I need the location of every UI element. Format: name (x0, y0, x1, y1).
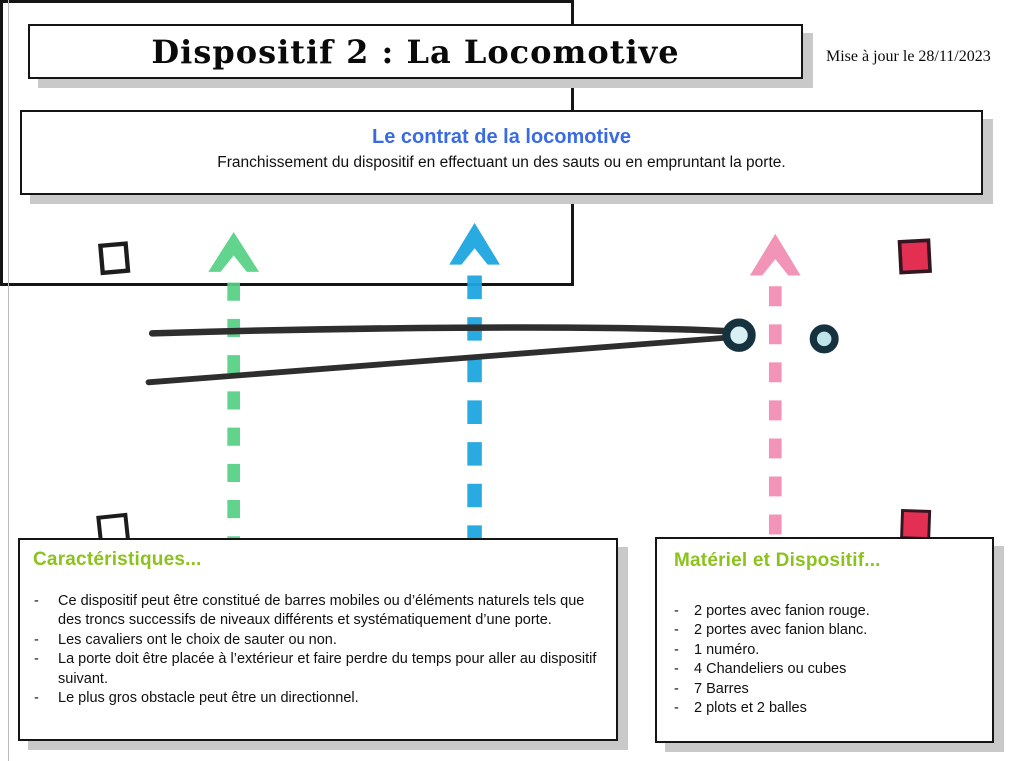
list-item-text: La porte doit être placée à l’extérieur et faire perdre du temps pour aller au dispositif suivant. (58, 651, 597, 687)
list-item (657, 621, 992, 640)
red-gate-bottom-icon (902, 510, 930, 538)
plot-dot-left-icon (726, 323, 751, 348)
list-item-text: 7 Barres (694, 680, 749, 697)
bullet-dash: - (674, 622, 679, 639)
plot-dot-right-icon (813, 328, 835, 350)
materiel-box (655, 537, 994, 743)
caracteristiques-list (20, 592, 616, 708)
updated-date: Mise à jour le 28/11/2023 (826, 48, 991, 65)
bullet-dash: - (674, 700, 679, 717)
green-direction-arrow-icon (208, 232, 259, 544)
list-item-text: 4 Chandeliers ou cubes (694, 661, 847, 678)
list-item-text: Ce dispositif peut être constitué de barres mobiles ou d’éléments naturels tels que des troncs successifs de niveaux différents et systématiquement d’une porte. (58, 593, 585, 629)
bullet-dash: - (34, 593, 39, 609)
materiel-heading: Matériel et Dispositif... (674, 550, 881, 571)
blue-direction-arrow-icon (449, 223, 500, 556)
list-item-text: Les cavaliers ont le choix de sauter ou non. (58, 631, 337, 648)
list-item-text: 2 portes avec fanion rouge. (694, 603, 870, 619)
bullet-dash: - (674, 680, 679, 697)
red-gate-top-icon (900, 240, 931, 272)
list-item (657, 660, 992, 679)
list-item (657, 641, 992, 660)
bar-line-top (152, 328, 737, 334)
contract-heading: Le contrat de la locomotive (372, 126, 631, 148)
course-diagram-box (0, 0, 574, 286)
list-item-text: 1 numéro. (694, 641, 760, 658)
bullet-dash: - (674, 603, 679, 619)
caracteristiques-heading: Caractéristiques... (33, 549, 202, 570)
bullet-dash: - (34, 690, 39, 707)
bullet-dash: - (674, 661, 679, 678)
bullet-dash: - (34, 631, 39, 648)
list-item (20, 592, 616, 631)
contract-body: Franchissement du dispositif en effectuant un des sauts ou en empruntant la porte. (217, 154, 786, 171)
list-item-text: 2 portes avec fanion blanc. (694, 622, 868, 639)
list-item (20, 650, 616, 689)
list-item (20, 689, 616, 708)
list-item (657, 602, 992, 621)
list-item (657, 699, 992, 718)
pink-direction-arrow-icon (750, 234, 801, 564)
bullet-dash: - (674, 641, 679, 658)
white-gate-top-icon (100, 244, 128, 273)
list-item (20, 631, 616, 650)
list-item-text: 2 plots et 2 balles (694, 700, 807, 717)
bullet-dash: - (34, 651, 39, 668)
materiel-list (657, 602, 992, 718)
list-item (657, 680, 992, 699)
page-title: Dispositif 2 : La Locomotive (151, 32, 680, 71)
caracteristiques-box (18, 538, 618, 741)
list-item-text: Le plus gros obstacle peut être un directionnel. (58, 690, 359, 707)
